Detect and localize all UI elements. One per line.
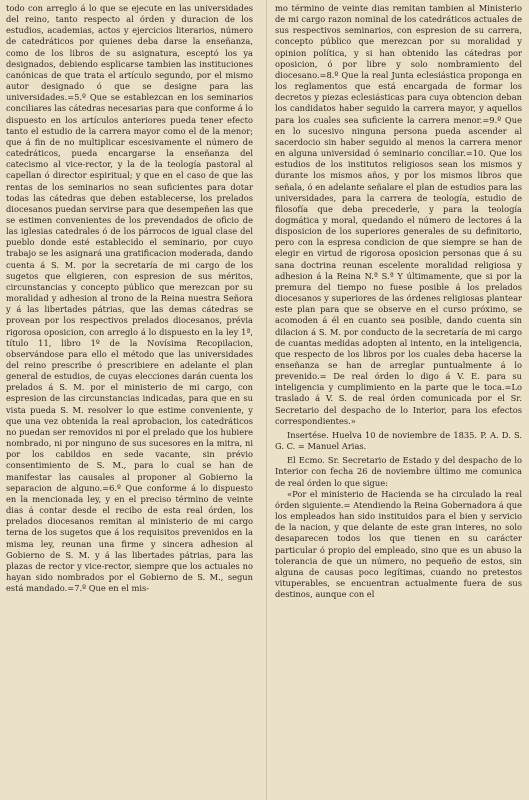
right-paragraph-3: «Por el ministerio de Hacienda se ha circulado la real órden siguiente.= Atendiendo la Reina Gobernadora á que los empleados han sido instituidos para el bien y servicio de la nacion, y que delante de este gran interes, no solo desaparecen todos los que tienen en su carácter particular ó propio del empleado, sino que es un abuso la tolerancia de que un número, no pequeño de estos, sin alguna de causas poco legítimas, cuando no pretestos vituperables, se encuentran actualmente fuera de sus destinos, aunque con el <box>275 488 522 600</box>
right-paragraph-1: mo término de veinte dias remitan tambien al Ministerio de mi cargo razon nominal de los catedráticos actuales de sus respectivos seminarios, con espresion de su carrera, concepto público que merezcan por su moralidad y opinion política, y si han obtenido las cátedras por oposicion, ó por libre y solo nombramiento del diocesano.=8.º Que la real Junta eclesiástica proponga en los reglamentos que está encargada de formar los decretos y piezas eclesiásticas para cuya obtencion deban los candidatos haber seguido la carrera mayor, y aquellos para los cuales sea suficiente la carrera menor.=9.º Que en lo sucesivo ninguna persona pueda ascender al sacerdocio sin haber seguido al menos la carrera menor en alguna universidad ó seminario conciliar.=10. Que los estudios de los institutos religiosos sean los mismos y durante los mismos años, y por los mismos libros que señala, ó en adelante señalare el plan de estudios para las universidades, para la carrera de teología, estudio de filosofía que deba precederle, y para la teología dogmática y moral, quedando el número de lectores á la disposicion de los superiores generales de su definitorio, pero con la espresa condicion de que siempre se han de elegir en virtud de rigorosa oposicion personas que á su sana doctrina reunan escelente moralidad religiosa y adhesion á la Reina N.ª S.ª Y últimamente, que si por la premura del tiempo no fuese posible á los prelados diocesanos y superiores de las órdenes religiosas plantear este plan para que se observe en el curso próximo, se acomoden á él en cuanto sea posible, dando cuenta sin dilacion á S. M. por conducto de la secretaría de mi cargo de cuantas medidas adopten al intento, en la inteligencia, que respecto de los libros por los cuales deba hacerse la enseñanza se han de arreglar puntualmente á lo prevenido.= De real órden lo digo á V. E. para su inteligencia y cumplimiento en la parte que le toca.=Lo traslado á V. S. de real órden comunicada por el Sr. Secretario del despacho de lo Interior, para los efectos correspondientes.» <box>275 3 522 426</box>
right-paragraph-2: El Ecmo. Sr. Secretario de Estado y del despacho de lo Interior con fecha 26 de noviembre último me comunica de real órden lo que sigue: <box>275 455 522 488</box>
column-divider <box>266 0 267 800</box>
left-column <box>6 3 253 594</box>
left-paragraph-1: todo con arreglo á lo que se ejecute en las universidades del reino, tanto respecto al órden y duracion de los estudios, academias, actos y ejercicios literarios, número de catedráticos por quienes deba darse la enseñanza, como de los libros de su asignatura, esceptó los ya designados, debiendo esplicarse tambien las instituciones canónicas de que trata el artículo segundo, por el mismo autor designado ó que se designe para las universidades.=5.º Que se establezcan en los seminarios conciliares las cátedras necesarias para que conforme á lo dispuesto en los artículos anteriores pueda tener efecto tanto el estudio de la carrera mayor como el de la menor; que á fin de no multiplicar escesivamente el número de catedráticos, pueda encargarse la enseñanza del catecismo al vice-rector, y la de la teología pastoral al capellan ó director espiritual; y que en el caso de que las rentas de los seminarios no sean suficientes para dotar todas las cátedras que deben establecerse, los prelados diocesanos puedan servirse para que desempeñen las que se estimen convenientes de los prevendados de oficio de las iglesias catedrales ó de los párrocos de igual clase del pueblo donde esté establecido el seminario, por cuyo trabajo se les asignará una gratificacion moderada, dando cuenta á S. M. por la secretaría de mi cargo de los sugetos que eligieren, con espresion de sus méritos, circunstancias y concepto público que merezcan por su moralidad y adhesion al trono de la Reina nuestra Señora y á las libertades pátrias, que las demas cátedras se provean por los respectivos prelados diocesanos, prévia rigorosa oposicion, con arreglo á lo dispuesto en la ley 1ª, título 11, libro 1º de la Novísima Recopilacion, observándose para ello el método que las universidades del reino prescribe ó prescribiere en adelante el plan general de estudios, de cuyas elecciones darán cuenta los prelados á S. M. por el ministerio de mi cargo, con espresion de las circunstancias indicadas, para que en su vista pueda S. M. resolver lo que estime conveniente, y que una vez obtenida la real aprobacion, los catedráticos no puedan ser removidos ni por el prelado que los hubiere nombrado, ni por ninguno de sus sucesores en la mitra, ni por los cabildos en sede vacante, sin prévio consentimiento de S. M., para lo cual se han de manifestar las causales al proponer al Gobierno la separacion de alguno.=6.º Que conforme á lo dispuesto en la mencionada ley, y en el preciso término de veinte dias á contar desde el recibo de esta real órden, los prelados diocesanos remitan al ministerio de mi cargo terna de los sugetos que á los requisitos prevenidos en la misma ley, reunan una firme y sincera adhesion al Gobierno de S. M. y á las libertades pátrias, para las plazas de rector y vice-rector, siempre que los actuales no hayan sido nombrados por el Gobierno de S. M., segun está mandado.=7.º Que en el mis- <box>6 3 253 594</box>
right-column <box>275 3 522 600</box>
signature-line: Insertése. Huelva 10 de noviembre de 1835. P. A. D. S. G. C. = Manuel Arias. <box>275 429 522 452</box>
